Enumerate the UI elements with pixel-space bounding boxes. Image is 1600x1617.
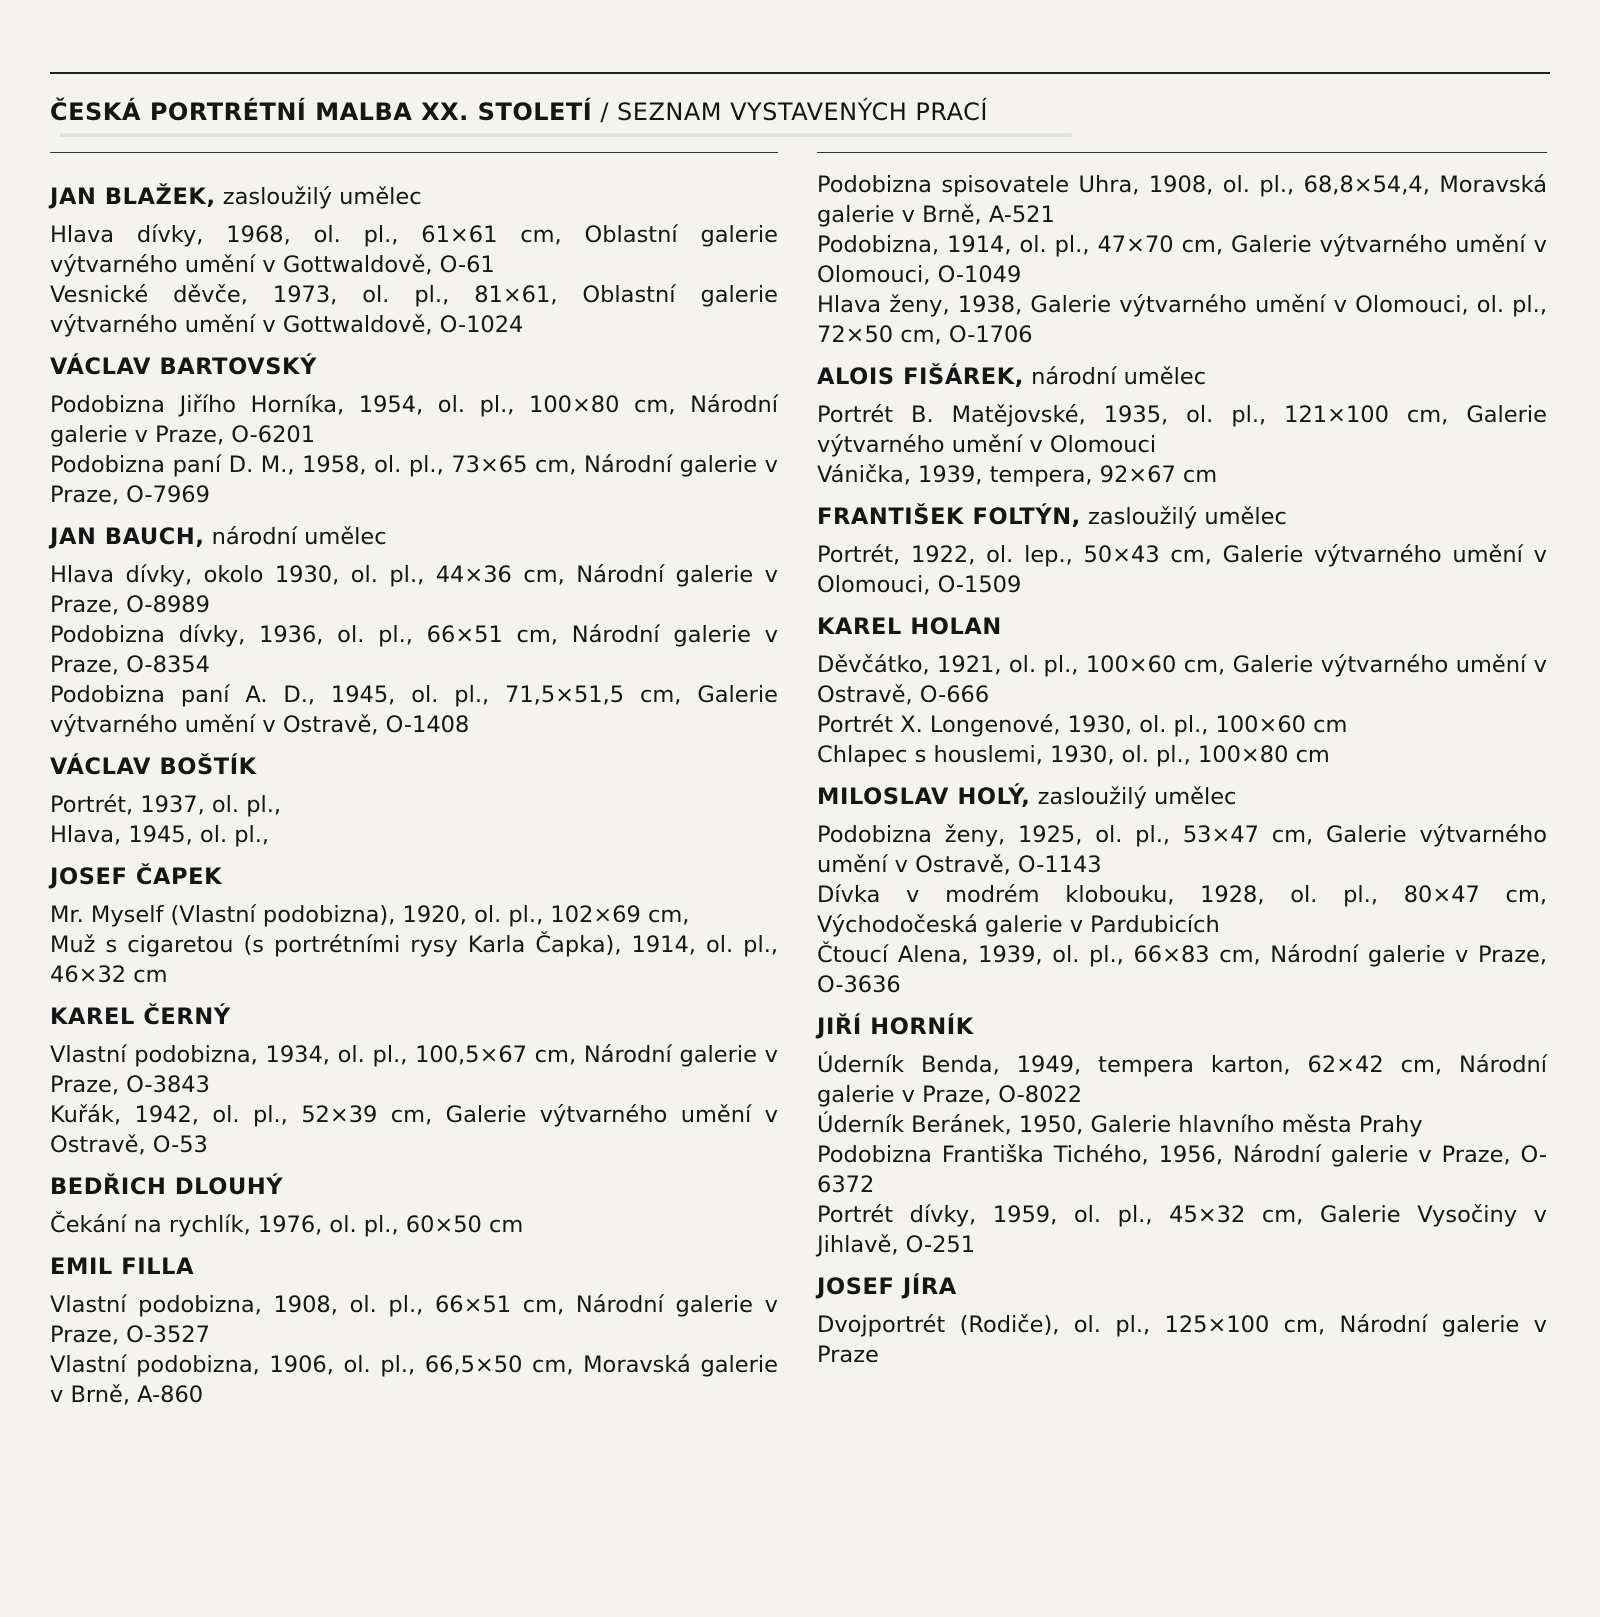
artist-heading bbox=[817, 612, 1547, 642]
work-item: Podobizna spisovatele Uhra, 1908, ol. pl., 68,8×54,4, Moravská galerie v Brně, A-521 bbox=[817, 172, 1547, 228]
work-item: Čtoucí Alena, 1939, ol. pl., 66×83 cm, Národní galerie v Praze, O-3636 bbox=[817, 942, 1547, 998]
artist-name: VÁCLAV BOŠTÍK bbox=[50, 754, 257, 780]
work-item: Kuřák, 1942, ol. pl., 52×39 cm, Galerie výtvarného umění v Ostravě, O-53 bbox=[50, 1102, 778, 1158]
work-item: Děvčátko, 1921, ol. pl., 100×60 cm, Galerie výtvarného umění v Ostravě, O-666 bbox=[817, 652, 1547, 708]
work-item: Portrét, 1937, ol. pl., bbox=[50, 792, 282, 818]
artist-name: JOSEF JÍRA bbox=[817, 1274, 957, 1300]
artist-entry-jiri-hornik bbox=[817, 1012, 1547, 1260]
header-rule-right bbox=[817, 152, 1547, 153]
works-list bbox=[50, 1210, 778, 1240]
artist-name: JOSEF ČAPEK bbox=[50, 864, 223, 890]
right-column bbox=[817, 170, 1547, 1380]
artist-heading bbox=[50, 1252, 778, 1282]
work-item: Vesnické děvče, 1973, ol. pl., 81×61, Oblastní galerie výtvarného umění v Gottwaldově, O-1024 bbox=[50, 282, 778, 338]
artist-heading bbox=[50, 752, 778, 782]
artist-heading bbox=[50, 1002, 778, 1032]
artist-heading bbox=[817, 1012, 1547, 1042]
artist-name: KAREL ČERNÝ bbox=[50, 1004, 231, 1030]
artist-entry-karel-holan bbox=[817, 612, 1547, 770]
artist-heading bbox=[50, 182, 778, 212]
artist-name: EMIL FILLA bbox=[50, 1254, 195, 1280]
works-list bbox=[817, 1050, 1547, 1260]
page-header bbox=[50, 98, 988, 126]
work-item: Portrét B. Matějovské, 1935, ol. pl., 121×100 cm, Galerie výtvarného umění v Olomouci bbox=[817, 402, 1547, 458]
work-item: Podobizna Jiřího Horníka, 1954, ol. pl., 100×80 cm, Národní galerie v Praze, O-6201 bbox=[50, 392, 778, 448]
work-item: Vánička, 1939, tempera, 92×67 cm bbox=[817, 462, 1218, 488]
works-list bbox=[50, 390, 778, 510]
artist-heading bbox=[50, 522, 778, 552]
works-list bbox=[50, 790, 778, 850]
artist-name: MILOSLAV HOLÝ, bbox=[817, 784, 1031, 810]
artist-entry-miloslav-holy bbox=[817, 782, 1547, 1000]
work-item: Podobizna dívky, 1936, ol. pl., 66×51 cm, Národní galerie v Praze, O-8354 bbox=[50, 622, 778, 678]
work-item: Dívka v modrém klobouku, 1928, ol. pl., 80×47 cm, Východočeská galerie v Pardubicích bbox=[817, 882, 1547, 938]
work-item: Podobizna ženy, 1925, ol. pl., 53×47 cm, Galerie výtvarného umění v Ostravě, O-1143 bbox=[817, 822, 1547, 878]
artist-entry-continued bbox=[817, 170, 1547, 350]
artist-entry-josef-jira bbox=[817, 1272, 1547, 1370]
artist-entry-bedrich-dlouhy bbox=[50, 1172, 778, 1240]
works-list bbox=[50, 560, 778, 740]
artist-entry-vaclav-bostik bbox=[50, 752, 778, 850]
artist-entry-vaclav-bartovsky bbox=[50, 352, 778, 510]
artist-entry-frantisek-foltyn bbox=[817, 502, 1547, 600]
work-item: Úderník Benda, 1949, tempera karton, 62×42 cm, Národní galerie v Praze, O-8022 bbox=[817, 1052, 1547, 1108]
work-item: Podobizna paní D. M., 1958, ol. pl., 73×65 cm, Národní galerie v Praze, O-7969 bbox=[50, 452, 778, 508]
work-item: Portrét, 1922, ol. lep., 50×43 cm, Galerie výtvarného umění v Olomouci, O-1509 bbox=[817, 542, 1547, 598]
artist-name: ALOIS FIŠÁREK, bbox=[817, 364, 1024, 390]
work-item: Podobizna Františka Tichého, 1956, Národní galerie v Praze, O-6372 bbox=[817, 1142, 1547, 1198]
header-rule-left bbox=[50, 152, 778, 153]
works-list bbox=[50, 220, 778, 340]
artist-entry-jan-blazek bbox=[50, 182, 778, 340]
work-item: Chlapec s houslemi, 1930, ol. pl., 100×80 cm bbox=[817, 742, 1330, 768]
work-item: Vlastní podobizna, 1934, ol. pl., 100,5×67 cm, Národní galerie v Praze, O-3843 bbox=[50, 1042, 778, 1098]
artist-name: KAREL HOLAN bbox=[817, 614, 1002, 640]
artist-name: FRANTIŠEK FOLTÝN, bbox=[817, 504, 1081, 530]
work-item: Vlastní podobizna, 1908, ol. pl., 66×51 cm, Národní galerie v Praze, O-3527 bbox=[50, 1292, 778, 1348]
artist-heading bbox=[817, 782, 1547, 812]
artist-honorific: zasloužilý umělec bbox=[1088, 504, 1287, 530]
work-item: Vlastní podobizna, 1906, ol. pl., 66,5×50 cm, Moravská galerie v Brně, A-860 bbox=[50, 1352, 778, 1408]
left-column bbox=[50, 170, 778, 1420]
show-through: ━━━━━━━━━━━━━━━━━━━━━━━━━━━━━━━━━━━━━━━━━━━━━━━━━━━━━━━━━━━━━━━━━━━━━━━━━━━━━━━━━━━━ bbox=[60, 123, 1072, 147]
artist-honorific: zasloužilý umělec bbox=[222, 184, 422, 210]
works-list bbox=[817, 820, 1547, 1000]
work-item: Úderník Beránek, 1950, Galerie hlavního města Prahy bbox=[817, 1112, 1423, 1138]
artist-entry-alois-fisarek bbox=[817, 362, 1547, 490]
work-item: Mr. Myself (Vlastní podobizna), 1920, ol. pl., 102×69 cm, bbox=[50, 902, 690, 928]
artist-heading bbox=[50, 352, 778, 382]
artist-entry-emil-filla bbox=[50, 1252, 778, 1410]
artist-name: JIŘÍ HORNÍK bbox=[817, 1014, 974, 1040]
header-title: ČESKÁ PORTRÉTNÍ MALBA XX. STOLETÍ bbox=[50, 98, 593, 126]
header-separator: / bbox=[592, 98, 618, 126]
works-list bbox=[50, 1290, 778, 1410]
artist-name: JAN BLAŽEK, bbox=[50, 184, 216, 210]
artist-heading bbox=[817, 362, 1547, 392]
work-item: Hlava ženy, 1938, Galerie výtvarného umění v Olomouci, ol. pl., 72×50 cm, O-1706 bbox=[817, 292, 1547, 348]
artist-name: BEDŘICH DLOUHÝ bbox=[50, 1174, 284, 1200]
artist-honorific: národní umělec bbox=[211, 524, 387, 550]
works-list bbox=[817, 400, 1547, 490]
work-item: Podobizna, 1914, ol. pl., 47×70 cm, Galerie výtvarného umění v Olomouci, O-1049 bbox=[817, 232, 1547, 288]
work-item: Podobizna paní A. D., 1945, ol. pl., 71,5×51,5 cm, Galerie výtvarného umění v Ostravě, O-1408 bbox=[50, 682, 778, 738]
work-item: Hlava dívky, okolo 1930, ol. pl., 44×36 cm, Národní galerie v Praze, O-8989 bbox=[50, 562, 778, 618]
work-item: Hlava, 1945, ol. pl., bbox=[50, 822, 270, 848]
work-item: Hlava dívky, 1968, ol. pl., 61×61 cm, Oblastní galerie výtvarného umění v Gottwaldově, O-61 bbox=[50, 222, 778, 278]
artist-name: VÁCLAV BARTOVSKÝ bbox=[50, 354, 317, 380]
works-list bbox=[817, 170, 1547, 350]
artist-heading bbox=[50, 862, 778, 892]
works-list bbox=[50, 1040, 778, 1160]
artist-name: JAN BAUCH, bbox=[50, 524, 205, 550]
work-item: Dvojportrét (Rodiče), ol. pl., 125×100 cm, Národní galerie v Praze bbox=[817, 1312, 1547, 1368]
work-item: Portrét X. Longenové, 1930, ol. pl., 100×60 cm bbox=[817, 712, 1348, 738]
works-list bbox=[817, 1310, 1547, 1370]
work-item: Čekání na rychlík, 1976, ol. pl., 60×50 cm bbox=[50, 1212, 524, 1238]
artist-entry-josef-capek bbox=[50, 862, 778, 990]
top-rule bbox=[50, 72, 1550, 74]
works-list bbox=[817, 540, 1547, 600]
works-list bbox=[817, 650, 1547, 770]
artist-heading bbox=[817, 1272, 1547, 1302]
artist-entry-karel-cerny bbox=[50, 1002, 778, 1160]
artist-honorific: zasloužilý umělec bbox=[1037, 784, 1237, 810]
artist-entry-jan-bauch bbox=[50, 522, 778, 740]
artist-heading bbox=[50, 1172, 778, 1202]
header-subtitle: SEZNAM VYSTAVENÝCH PRACÍ bbox=[617, 98, 988, 126]
works-list bbox=[50, 900, 778, 990]
artist-heading bbox=[817, 502, 1547, 532]
work-item: Portrét dívky, 1959, ol. pl., 45×32 cm, Galerie Vysočiny v Jihlavě, O-251 bbox=[817, 1202, 1547, 1258]
artist-honorific: národní umělec bbox=[1031, 364, 1207, 390]
work-item: Muž s cigaretou (s portrétními rysy Karla Čapka), 1914, ol. pl., 46×32 cm bbox=[50, 932, 778, 988]
